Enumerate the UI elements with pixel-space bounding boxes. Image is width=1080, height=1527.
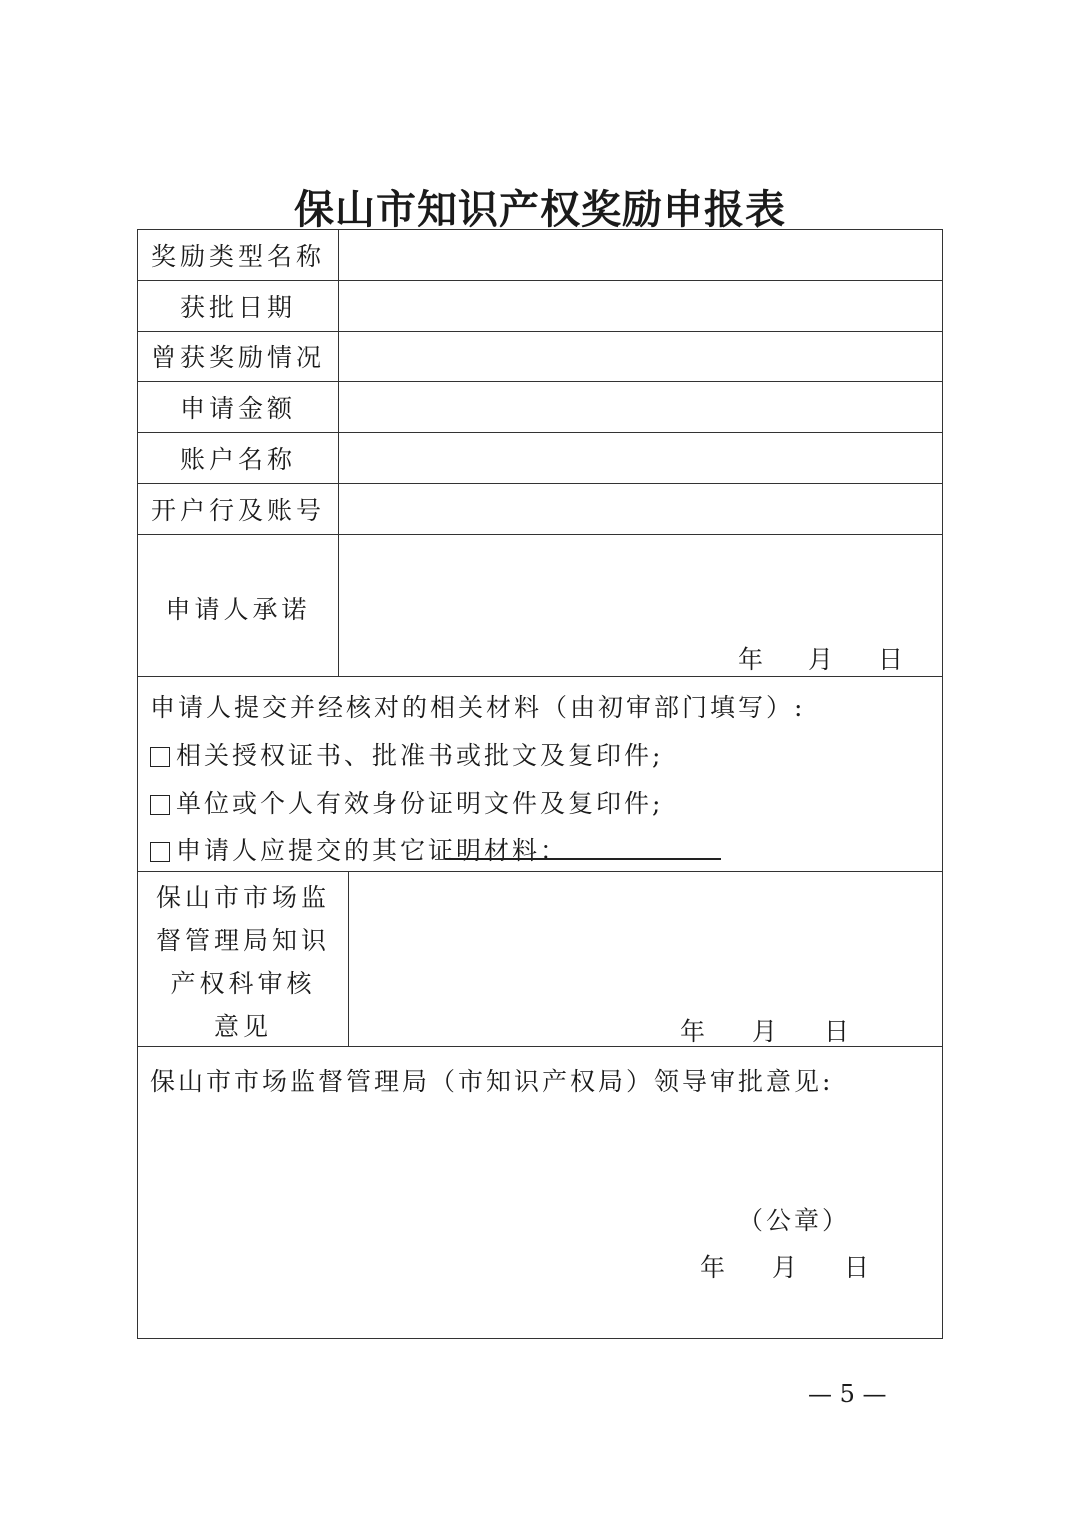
materials-item: [150, 736, 663, 772]
review-date: [680, 1012, 849, 1048]
label-account-name: 账户名称: [179, 445, 296, 474]
label-approval-date: 获批日期: [179, 293, 296, 322]
materials-item-text: 单位或个人有效身份证明文件及复印件;: [176, 789, 664, 818]
row-divider: [138, 871, 942, 872]
commitment-date: [738, 640, 903, 676]
checkbox[interactable]: [150, 747, 170, 767]
approval-date: [700, 1248, 869, 1284]
date-year: 年: [700, 1253, 726, 1282]
label-commitment: 申请人承诺: [165, 595, 311, 624]
materials-item: [150, 831, 568, 867]
page-number: — 5 —: [808, 1380, 887, 1408]
checkbox[interactable]: [150, 842, 170, 862]
checkbox[interactable]: [150, 795, 170, 815]
materials-item-text: 申请人应提交的其它证明材料：: [176, 836, 569, 865]
date-day: 日: [824, 1017, 850, 1046]
review-label-line: 保山市市场监: [155, 883, 330, 912]
row-divider: [138, 676, 942, 677]
form-title: 保山市知识产权奖励申报表: [294, 187, 786, 233]
column-divider: [338, 230, 339, 676]
date-day: 日: [844, 1253, 870, 1282]
review-label-line: 督管理局知识: [155, 926, 330, 955]
column-divider: [348, 871, 349, 1046]
date-year: 年: [738, 645, 764, 674]
date-month: 月: [772, 1253, 798, 1282]
date-year: 年: [680, 1017, 706, 1046]
application-form-table: [137, 229, 943, 1339]
materials-heading: 申请人提交并经核对的相关材料（由初审部门填写）:: [150, 693, 806, 722]
seal-label: （公章）: [738, 1206, 851, 1235]
materials-item-text: 相关授权证书、批准书或批文及复印件;: [176, 741, 664, 770]
materials-item: [150, 784, 663, 820]
other-materials-blank-line[interactable]: [445, 858, 721, 860]
date-month: 月: [752, 1017, 778, 1046]
label-award-type: 奖励类型名称: [150, 242, 325, 271]
review-label-line: 意见: [213, 1012, 272, 1041]
label-amount: 申请金额: [179, 394, 296, 423]
date-day: 日: [878, 645, 904, 674]
review-label-line: 产权科审核: [170, 969, 316, 998]
approval-heading: 保山市市场监督管理局（市知识产权局）领导审批意见:: [150, 1067, 834, 1096]
review-label: [138, 876, 348, 1048]
label-bank-account: 开户行及账号: [150, 496, 325, 525]
date-month: 月: [808, 645, 834, 674]
label-previous-awards: 曾获奖励情况: [150, 343, 325, 372]
